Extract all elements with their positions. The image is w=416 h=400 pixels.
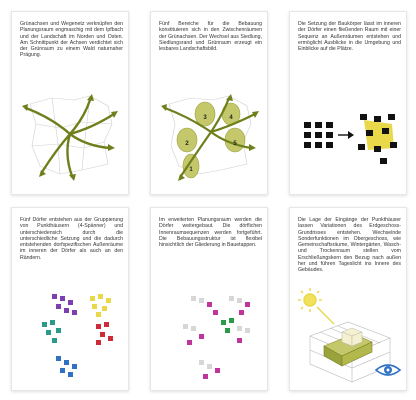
- village-north: [90, 294, 111, 317]
- panel-building-placement: [289, 11, 407, 195]
- village-teal: [42, 320, 61, 343]
- new-buildings-green: [221, 318, 234, 333]
- isometric-house-diagram: [290, 286, 408, 392]
- panel-five-villages: [11, 207, 129, 391]
- zone-label: 2: [185, 141, 189, 147]
- new-buildings-magenta: [187, 302, 250, 379]
- sun-icon: [298, 288, 334, 324]
- panel-text: Fünf Bereiche für die Bebauung konstituieren sich in den Zwischenräumen der Grünachsen. Der Wechsel aus Siedlung, Siedlungsrand und Grünraum erzeugt ein lesbares Landschaftsbild.: [159, 21, 262, 53]
- green-axes-diagram: [12, 84, 130, 184]
- regular-grid: [304, 122, 333, 148]
- building-placement-diagram: [290, 84, 408, 184]
- zone-1: [183, 154, 199, 178]
- panel-text: Die Setzung der Baukörper lässt im inneren der Dörfer einen fließenden Raum mit einer Sequenz an Außenräumen entstehen und ermöglicht Ausblicke in die Umgebung und Einblicke auf die Plätze.: [298, 21, 401, 53]
- zone-label: 5: [233, 141, 237, 147]
- zone-label: 4: [229, 115, 233, 121]
- eye-icon: [376, 365, 400, 375]
- panel-green-axes: [11, 11, 129, 195]
- zone-2: [177, 128, 197, 152]
- extended-area-diagram: [151, 280, 269, 390]
- panel-text: Grünachsen und Wegenetz verknüpfen den Planungsraum engmaschig mit dem Ipfbach und der Landschaft im Norden und Osten. Am Schnittpunkt der Achsen verdichtet sich der Grünraum zu einem Wald naturnaher Prägung.: [20, 21, 123, 59]
- village-south: [56, 356, 77, 377]
- five-villages-diagram: [12, 280, 130, 390]
- zone-5: [225, 128, 245, 152]
- arrow-icon: [338, 131, 354, 139]
- panel-text: Fünf Dörfer entstehen aus der Gruppierung von Punkthäusern (4-Spänner) und unterschiedensich durch die unterschiedliche Setzung und die dadurch entstehenden dorfspezifischen Außenräume im inneren der Dörfer als auch an den Rändern.: [20, 217, 123, 261]
- village-red: [96, 322, 113, 345]
- zone-3: [195, 102, 215, 126]
- zone-label: 3: [203, 115, 207, 121]
- panel-text: Die Lage der Eingänge der Punkthäuser lassen Variationen des Erdgeschoss-Grundrisses entstehen. Wechselnde Sonderfunktionen im Obergeschoss, wie Gemeinschaftsräume, Wintergärten, Wasch- und Trockenraum stellen vom Erschließungskern den Bezug nach außen her und führen Tageslicht ins Innere des Gebäudes.: [298, 217, 401, 274]
- panel-text: Im erweiterten Planungsraum werden die Dörfer weitergebaut. Die dörflichen Innenraumsequenzen werden fortgeführt. Die Bebauungsstruktur ist flexibel hinsichtlich der Gliederung in Bauetappen.: [159, 217, 262, 249]
- core: [342, 328, 362, 346]
- village-west: [52, 294, 77, 315]
- five-zones-diagram: [151, 84, 269, 184]
- panel-isometric-house: [289, 207, 407, 391]
- panel-five-zones: [150, 11, 268, 195]
- zone-label: 1: [189, 167, 193, 173]
- panel-extended-area: [150, 207, 268, 391]
- existing-buildings: [183, 296, 250, 369]
